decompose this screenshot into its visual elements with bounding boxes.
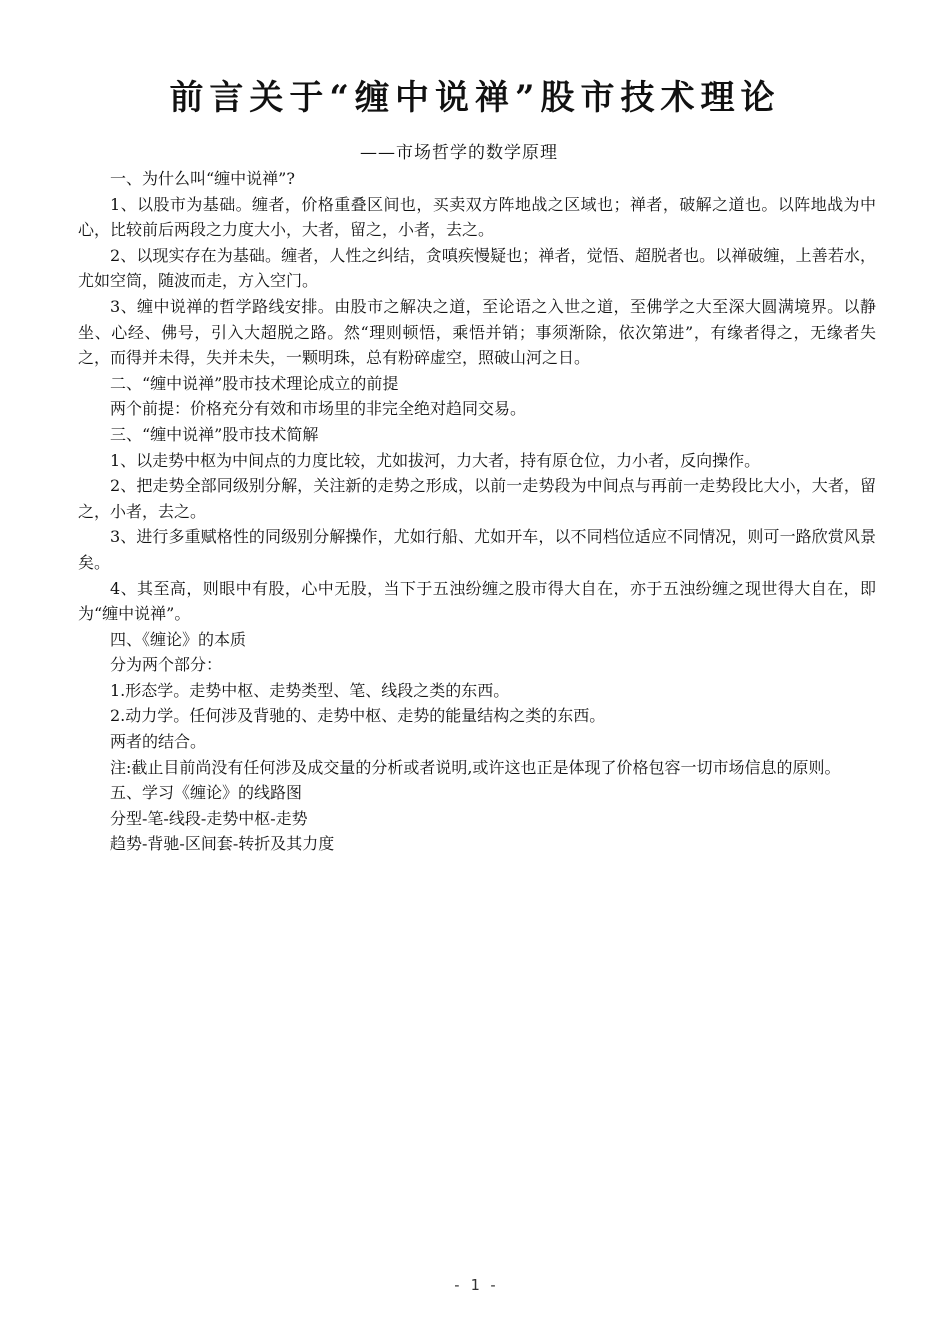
paragraph: 1、以股市为基础。缠者，价格重叠区间也，买卖双方阵地战之区域也；禅者，破解之道也。以阵地战为中心，比较前后两段之力度大小，大者，留之，小者，去之。: [78, 194, 876, 240]
paragraph: 一、为什么叫“缠中说禅”?: [110, 169, 295, 188]
paragraph: 4、其至高，则眼中有股，心中无股，当下于五浊纷缠之股市得大自在，亦于五浊纷缠之现世得大自在，即为“缠中说禅”。: [78, 578, 876, 624]
paragraph: 四、《缠论》的本质: [110, 629, 247, 649]
paragraph: 3、进行多重赋格性的同级别分解操作，尤如行船、尤如开车，以不同档位适应不同情况，则可一路欣赏风景矣。: [78, 527, 876, 572]
paragraph: 五、学习《缠论》的线路图: [110, 783, 303, 803]
paragraph: 二、“缠中说禅”股市技术理论成立的前提: [110, 373, 399, 393]
paragraph: 趋势-背驰-区间套-转折及其力度: [110, 834, 335, 854]
paragraph: 三、“缠中说禅”股市技术简解: [110, 424, 319, 444]
paragraph: 分型-笔-线段-走势中枢-走势: [110, 808, 308, 828]
document-title: 前言关于“缠中说禅”股市技术理论: [169, 78, 781, 118]
paragraph: 1.形态学。走势中枢、走势类型、笔、线段之类的东西。: [110, 680, 510, 700]
paragraph: 分为两个部分：: [110, 655, 223, 675]
paragraph: 1、以走势中枢为中间点的力度比较，尤如拔河，力大者，持有原仓位，力小者，反向操作。: [110, 450, 761, 470]
document-subtitle: ——市场哲学的数学原理: [360, 143, 558, 163]
paragraph: 注:截止目前尚没有任何涉及成交量的分析或者说明,或许这也正是体现了价格包容一切市场信息的原则。: [110, 757, 841, 777]
page-number: - 1 -: [452, 1276, 498, 1294]
document-body: [78, 166, 876, 857]
paragraph: 2.动力学。任何涉及背驰的、走势中枢、走势的能量结构之类的东西。: [110, 706, 606, 726]
paragraph: 3、缠中说禅的哲学路线安排。由股市之解决之道，至论语之入世之道，至佛学之大至深大圆满境界。以静坐、心经、佛号，引入大超脱之路。然“理则顿悟，乘悟并销；事须渐除，依次第进”，有缘者得之，无缘者失之，而得并未得，失并未失，一颗明珠，总有粉碎虚空，照破山河之日。: [78, 296, 876, 368]
paragraph: 两个前提：价格充分有效和市场里的非完全绝对趋同交易。: [110, 399, 527, 419]
paragraph: 2、把走势全部同级别分解，关注新的走势之形成，以前一走势段为中间点与再前一走势段比大小，大者，留之，小者，去之。: [78, 476, 876, 521]
paragraph: 2、以现实存在为基础。缠者，人性之纠结，贪嗔疾慢疑也；禅者，觉悟、超脱者也。以禅破缠，上善若水，尤如空筒，随波而走，方入空门。: [78, 245, 876, 291]
paragraph: 两者的结合。: [110, 732, 207, 752]
